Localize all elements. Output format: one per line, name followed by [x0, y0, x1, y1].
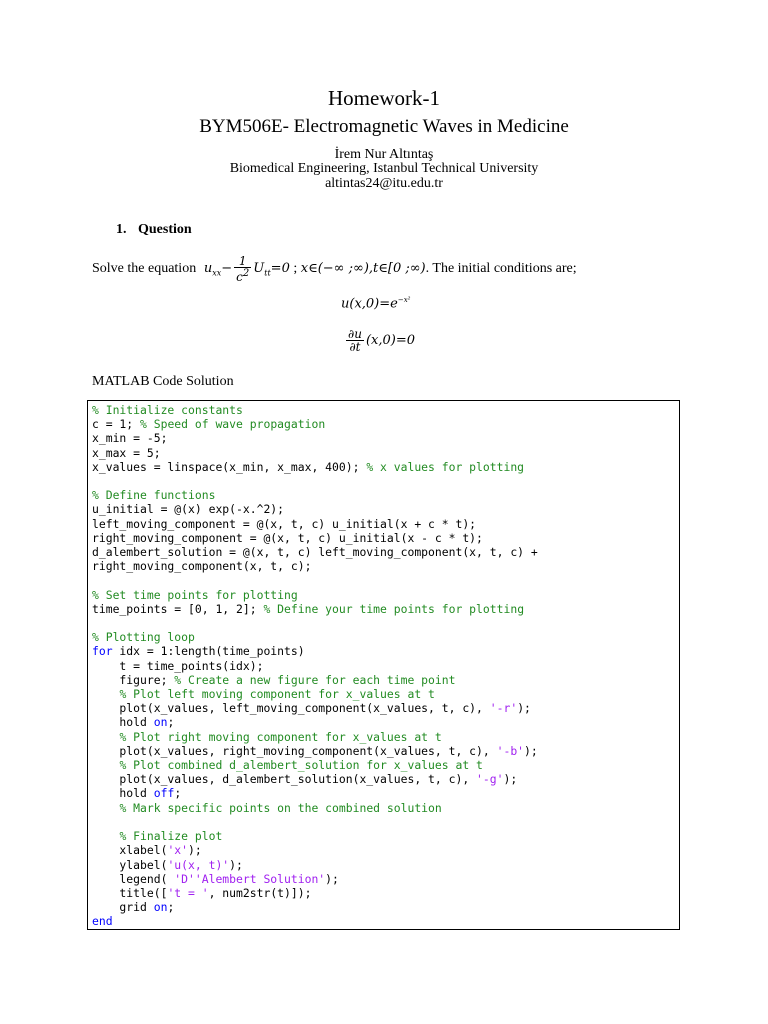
- code-line: plot(x_values, right_moving_component(x_values, t, c), '-b');: [92, 743, 538, 758]
- wave-equation: $u_{xx}-$: [199, 261, 233, 278]
- code-line: grid on;: [92, 900, 175, 915]
- code-line: % Plotting loop: [92, 630, 195, 645]
- document-subtitle: BYM506E- Electromagnetic Waves in Medicine: [199, 116, 569, 137]
- code-line: end: [92, 914, 113, 929]
- code-line: d_alembert_solution = @(x, t, c) left_moving_component(x, t, c) +: [92, 545, 538, 560]
- code-line: % Initialize constants: [92, 403, 243, 417]
- code-line: right_moving_component = @(x, t, c) u_initial(x - c * t);: [92, 530, 483, 545]
- initial-condition-1: $u(x,0)=e^{-x^2}$: [341, 296, 411, 312]
- code-line: % Plot combined d_alembert_solution for x_values at t: [119, 758, 483, 773]
- question-heading: [116, 222, 192, 238]
- code-line: x_min = -5;: [92, 431, 168, 446]
- code-line: % Define functions: [92, 488, 216, 503]
- code-line: x_max = 5;: [92, 445, 161, 460]
- domain-expression: x∈(−∞ ;∞),t∈[0 ;∞): [300, 261, 426, 277]
- code-line: plot(x_values, left_moving_component(x_values, t, c), '-r');: [92, 701, 531, 716]
- author-email: altintas24@itu.edu.tr: [325, 176, 443, 191]
- question-number: 1.: [116, 222, 127, 237]
- initial-condition-2: $\frac{\partial u}{\partial t}$ (x,0)=0: [348, 327, 415, 354]
- code-line: title(['t = ', num2str(t)]);: [92, 885, 312, 900]
- code-line: u_initial = @(x) exp(-x.^2);: [92, 502, 285, 517]
- code-line: time_points = [0, 1, 2]; % Define your time points for plotting: [92, 601, 525, 616]
- code-line: left_moving_component = @(x, t, c) u_initial(x + c * t);: [92, 516, 477, 531]
- document-title: Homework-1: [328, 86, 440, 110]
- author-affiliation: Biomedical Engineering, Istanbul Technical University: [229, 161, 539, 176]
- code-line: figure; % Create a new figure for each time point: [92, 672, 456, 687]
- code-line: % Finalize plot: [119, 829, 223, 844]
- code-line: t = time_points(idx);: [92, 658, 264, 673]
- matlab-code: [92, 403, 538, 929]
- code-line: hold off;: [92, 786, 182, 801]
- question-title: Question: [138, 222, 192, 237]
- code-line: hold on;: [92, 715, 175, 730]
- code-line: % Mark specific points on the combined solution: [119, 800, 442, 815]
- code-line: legend( 'D''Alembert Solution');: [92, 871, 339, 886]
- code-line: % Set time points for plotting: [92, 587, 298, 602]
- code-line: plot(x_values, d_alembert_solution(x_values, t, c), '-g');: [92, 772, 518, 787]
- code-line: % Plot right moving component for x_values at t: [119, 729, 442, 744]
- problem-intro: Solve the equation: [92, 261, 197, 277]
- code-line: % Plot left moving component for x_values at t: [119, 687, 435, 702]
- code-line: x_values = linspace(x_min, x_max, 400); % x values for plotting: [92, 459, 525, 474]
- domain-separator: ;: [289, 261, 301, 277]
- code-line: xlabel('x');: [92, 843, 202, 858]
- code-line: right_moving_component(x, t, c);: [92, 559, 312, 574]
- code-line: ylabel('u(x, t)');: [92, 857, 243, 872]
- problem-ending: . The initial conditions are;: [425, 261, 577, 277]
- problem-statement: Solve the equation $u_{xx}-$ $\frac{1}{c^2}$ $U_{tt}=0$ ; x∈(−∞ ;∞),t∈[0 ;∞). The initial conditions are;: [92, 254, 577, 284]
- author-name: İrem Nur Altıntaş: [334, 147, 434, 162]
- code-line: c = 1; % Speed of wave propagation: [92, 417, 326, 432]
- code-line: for idx = 1:length(time_points): [92, 644, 305, 659]
- code-section-label: MATLAB Code Solution: [92, 374, 234, 389]
- code-block: [87, 400, 680, 930]
- wave-equation-fraction: $\frac{1}{c^2}$: [236, 254, 250, 284]
